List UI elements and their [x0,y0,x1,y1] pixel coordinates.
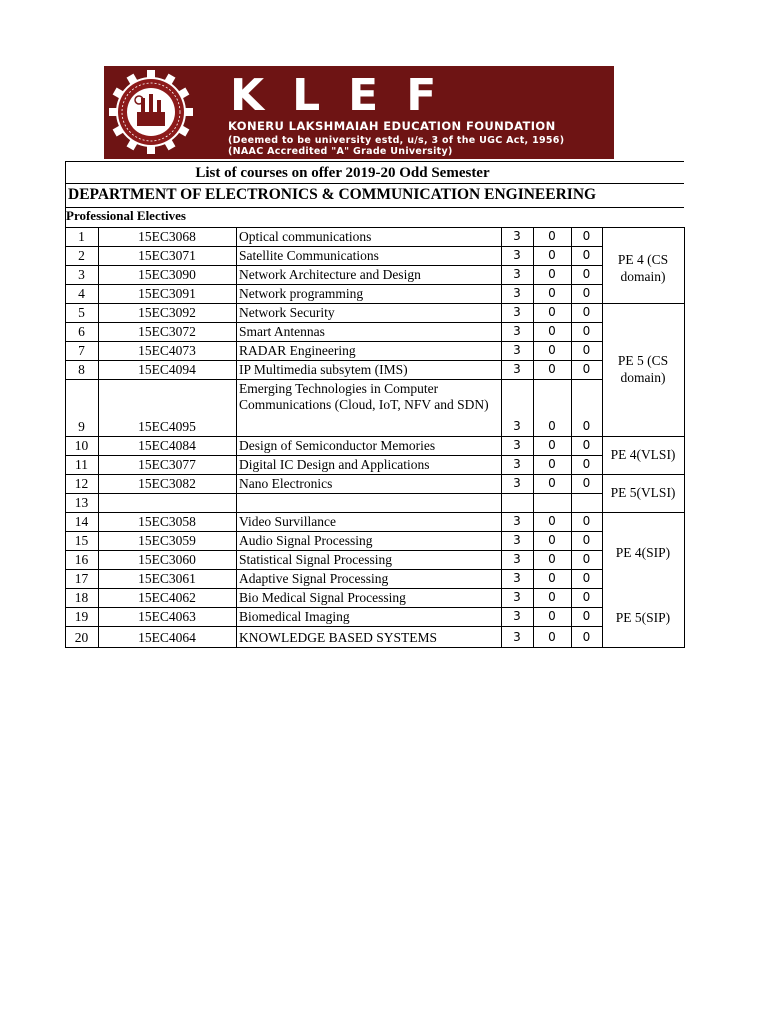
cell-lecture: 3 [513,324,521,338]
cell-practical: 0 [582,419,591,433]
cell-sno: 20 [74,630,89,645]
cell-course-name: KNOWLEDGE BASED SYSTEMS [239,630,438,645]
cell-tutorial: 0 [548,419,556,433]
cell-course-name: Digital IC Design and Applications [239,457,430,472]
elective-group-label: PE 5 (CS domain) [617,353,669,385]
department-divider [65,207,684,208]
cell-course-code: 15EC4094 [138,362,196,377]
cell-tutorial: 0 [548,248,556,262]
table-left-border [65,161,66,648]
cell-practical: 0 [582,609,591,623]
row-rule [65,455,602,456]
org-subtitle-naac: (NAAC Accredited "A" Grade University) [228,146,453,157]
cell-course-code: 15EC3068 [138,229,196,244]
cell-sno: 12 [74,476,89,491]
cell-practical: 0 [582,362,591,376]
cell-lecture: 3 [513,476,521,490]
cell-practical: 0 [582,514,591,528]
cell-practical: 0 [582,590,591,604]
cell-sno: 9 [78,419,85,434]
cell-practical: 0 [582,343,591,357]
cell-course-name: Bio Medical Signal Processing [239,590,406,605]
column-rule [602,227,603,648]
cell-practical: 0 [582,229,591,243]
cell-lecture: 3 [513,286,521,300]
group-rule [602,647,684,648]
row-rule [65,303,602,304]
row-rule [65,227,602,228]
brand-logo-text: KLEF [230,70,465,121]
cell-course-name: Biomedical Imaging [239,609,350,624]
university-seal-icon [108,69,194,155]
row-rule [65,512,602,513]
cell-sno: 16 [74,552,89,567]
org-subtitle-deemed: (Deemed to be university estd, u/s, 3 of the UGC Act, 1956) [228,135,565,146]
cell-course-code: 15EC3091 [138,286,196,301]
row-rule [65,341,602,342]
cell-sno: 14 [74,514,89,529]
cell-lecture: 3 [513,552,521,566]
row-rule [65,531,602,532]
cell-course-code: 15EC3090 [138,267,196,282]
section-heading: Professional Electives [66,208,186,223]
elective-group-label: PE 4(SIP) [615,545,671,560]
row-rule [65,436,602,437]
cell-practical: 0 [582,552,591,566]
cell-lecture: 3 [513,248,521,262]
cell-course-code: 15EC4062 [138,590,196,605]
cell-lecture: 3 [513,362,521,376]
cell-practical: 0 [582,286,591,300]
cell-lecture: 3 [513,438,521,452]
cell-tutorial: 0 [548,609,556,623]
column-rule [98,227,99,648]
cell-sno: 17 [74,571,89,586]
column-rule [236,227,237,648]
cell-course-code: 15EC3061 [138,571,196,586]
cell-course-code: 15EC3059 [138,533,196,548]
row-rule [65,569,602,570]
cell-sno: 10 [74,438,89,453]
row-rule [65,493,602,494]
cell-course-name: Satellite Communications [239,248,379,263]
group-rule [602,303,684,304]
cell-course-code: 15EC4084 [138,438,196,453]
row-rule [65,588,602,589]
cell-tutorial: 0 [548,229,556,243]
group-rule [602,436,684,437]
table-right-border [684,227,685,648]
cell-course-name: Design of Semiconductor Memories [239,438,436,453]
cell-tutorial: 0 [548,571,556,585]
cell-sno: 8 [78,362,85,377]
cell-practical: 0 [582,248,591,262]
cell-lecture: 3 [513,343,521,357]
cell-course-name: Audio Signal Processing [239,533,373,548]
cell-course-code: 15EC4063 [138,609,196,624]
cell-course-name: Network Architecture and Design [239,267,421,282]
cell-sno: 15 [74,533,89,548]
elective-group-label: PE 4 (CS domain) [617,252,669,284]
cell-practical: 0 [582,571,591,585]
cell-course-name: Video Survillance [239,514,337,529]
cell-course-name: Network Security [239,305,335,320]
cell-practical: 0 [582,305,591,319]
org-name: KONERU LAKSHMAIAH EDUCATION FOUNDATION [228,119,556,133]
column-rule [571,227,572,648]
group-rule [602,474,684,475]
cell-sno: 5 [78,305,85,320]
cell-tutorial: 0 [548,267,556,281]
cell-practical: 0 [582,438,591,452]
cell-course-name: IP Multimedia subsytem (IMS) [239,362,408,377]
cell-sno: 19 [74,609,89,624]
cell-lecture: 3 [513,514,521,528]
row-rule [65,607,602,608]
cell-practical: 0 [582,630,591,644]
cell-sno: 11 [75,457,88,472]
cell-course-name: Nano Electronics [239,476,333,491]
group-rule [602,512,684,513]
row-rule [65,265,602,266]
cell-tutorial: 0 [548,630,556,644]
cell-course-code: 15EC4073 [138,343,196,358]
cell-tutorial: 0 [548,514,556,528]
cell-lecture: 3 [513,305,521,319]
cell-sno: 13 [74,495,89,510]
cell-course-name: Network programming [239,286,364,301]
cell-tutorial: 0 [548,286,556,300]
row-rule [65,284,602,285]
elective-group-label: PE 5(VLSI) [610,485,676,500]
group-rule [602,227,684,228]
cell-course-name: Emerging Technologies in Computer Communications (Cloud, IoT, NFV and SDN) [239,381,489,412]
cell-tutorial: 0 [548,476,556,490]
row-rule [65,360,602,361]
cell-lecture: 3 [513,590,521,604]
title-divider [65,183,684,184]
cell-tutorial: 0 [548,343,556,357]
cell-lecture: 3 [513,457,521,471]
cell-practical: 0 [582,533,591,547]
cell-sno: 2 [78,248,85,263]
cell-practical: 0 [582,457,591,471]
cell-course-code: 15EC3060 [138,552,196,567]
document-title: List of courses on offer 2019-20 Odd Semester [195,165,490,181]
column-rule [501,227,502,648]
cell-course-name: Smart Antennas [239,324,325,339]
cell-practical: 0 [582,324,591,338]
header-banner [104,66,614,159]
cell-course-code: 15EC3072 [138,324,196,339]
cell-tutorial: 0 [548,457,556,471]
cell-course-name: Optical communications [239,229,372,244]
cell-course-name: RADAR Engineering [239,343,356,358]
row-rule [65,647,602,648]
cell-lecture: 3 [513,609,521,623]
elective-group-label: PE 4(VLSI) [610,447,676,462]
row-rule [65,550,602,551]
cell-practical: 0 [582,267,591,281]
cell-course-code: 15EC3071 [138,248,196,263]
cell-lecture: 3 [513,267,521,281]
cell-course-name: Adaptive Signal Processing [239,571,389,586]
table-top-border [65,161,684,162]
cell-sno: 4 [78,286,85,301]
cell-course-code: 15EC3082 [138,476,196,491]
cell-tutorial: 0 [548,324,556,338]
cell-course-code: 15EC3058 [138,514,196,529]
cell-tutorial: 0 [548,362,556,376]
cell-course-code: 15EC3092 [138,305,196,320]
column-rule [533,227,534,648]
cell-course-code: 15EC4064 [138,630,196,645]
cell-sno: 1 [78,229,85,244]
cell-course-code: 15EC4095 [138,419,196,434]
row-rule [65,246,602,247]
cell-sno: 18 [74,590,89,605]
cell-course-code: 15EC3077 [138,457,196,472]
row-rule [65,322,602,323]
cell-lecture: 3 [513,571,521,585]
cell-tutorial: 0 [548,533,556,547]
cell-lecture: 3 [513,419,521,433]
elective-group-label: PE 5(SIP) [615,610,671,625]
cell-tutorial: 0 [548,552,556,566]
cell-lecture: 3 [513,630,521,644]
cell-tutorial: 0 [548,590,556,604]
cell-sno: 6 [78,324,85,339]
row-rule [65,474,602,475]
department-heading: DEPARTMENT OF ELECTRONICS & COMMUNICATION ENGINEERING [68,186,597,203]
cell-course-name: Statistical Signal Processing [239,552,392,567]
cell-sno: 3 [78,267,85,282]
cell-lecture: 3 [513,229,521,243]
row-rule [65,626,602,627]
cell-practical: 0 [582,476,591,490]
row-rule [65,379,602,380]
cell-tutorial: 0 [548,438,556,452]
cell-tutorial: 0 [548,305,556,319]
cell-lecture: 3 [513,533,521,547]
cell-sno: 7 [78,343,85,358]
